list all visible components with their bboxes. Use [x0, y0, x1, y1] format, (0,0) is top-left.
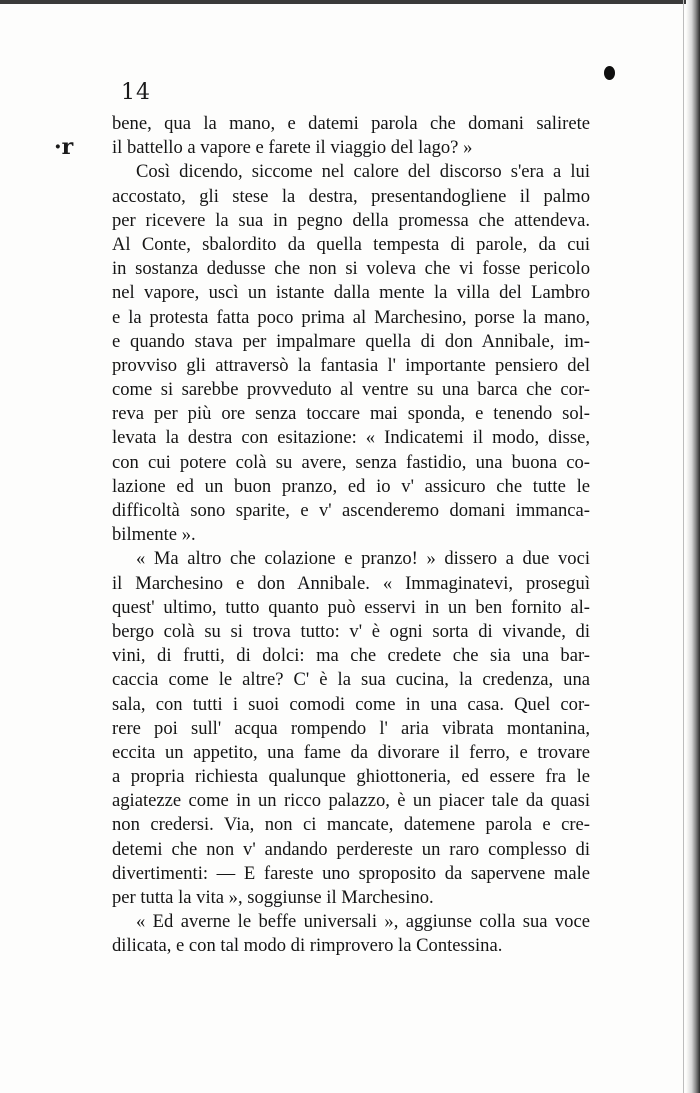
text-line: il Marchesino e don Annibale. « Immaginatevi, proseguì: [112, 572, 590, 594]
text-line: bergo colà su si trova tutto: v' è ogni sorta di vivande, di: [112, 620, 590, 642]
text-line: come si sarebbe provveduto al ventre su una barca che cor-: [112, 379, 590, 401]
page-top-edge: [0, 0, 700, 4]
text-line: difficoltà sono sparite, e v' ascenderemo domani immanca-: [112, 500, 590, 521]
text-line: accostato, gli stese la destra, presentandogliene il palmo: [112, 185, 590, 207]
text-line: « Ma altro che colazione e pranzo! » dissero a due voci: [136, 548, 590, 570]
text-line: divertimenti: — E fareste uno sproposito da sapervene male: [112, 862, 590, 884]
text-line: eccita un appetito, una fame da divorare il ferro, e trovare: [112, 741, 590, 763]
text-line: a propria richiesta qualunque ghiottoneria, ed essere fra le: [112, 766, 590, 788]
text-line: rere poi sull' acqua rompendo l' aria vibrata montanina,: [112, 717, 590, 739]
page-gutter-line: [683, 0, 684, 1093]
text-line: detemi che non v' andando perdereste un raro complesso di: [112, 838, 590, 860]
text-line: nel vapore, uscì un istante dalla mente la villa del Lambro: [112, 282, 590, 304]
text-line: il battello a vapore e farete il viaggio del lago? »: [112, 137, 473, 159]
text-line: quest' ultimo, tutto quanto può esservi in un ben fornito al-: [112, 596, 590, 618]
text-line: levata la destra con esitazione: « Indicatemi il modo, disse,: [112, 427, 590, 449]
text-line: per tutta la vita », soggiunse il Marchesino.: [112, 887, 434, 908]
text-line: lazione ed un buon pranzo, ed io v' assicuro che tutte le: [112, 475, 590, 497]
text-line: caccia come le altre? C' è la sua cucina, la credenza, una: [112, 669, 590, 691]
text-body: [112, 112, 590, 959]
text-line: bene, qua la mano, e datemi parola che domani salirete: [112, 113, 590, 134]
text-line: Al Conte, sbalordito da quella tempesta di parole, da cui: [112, 233, 590, 255]
text-line: non credersi. Via, non ci mancate, datemene parola e cre-: [112, 814, 590, 836]
page-number: 14: [121, 80, 151, 105]
text-line: con cui potere colà su avere, senza fastidio, una buona co-: [112, 451, 590, 473]
text-line: provviso gli attraversò la fantasia l' importante pensiero del: [112, 354, 590, 376]
ink-blot: [604, 66, 615, 80]
text-line: reva per più ore senza toccare mai sponda, e tenendo sol-: [112, 403, 590, 425]
text-line: « Ed averne le beffe universali », aggiunse colla sua voce: [136, 911, 590, 933]
margin-mark: ·r: [54, 134, 74, 160]
text-line: dilicata, e con tal modo di rimprovero la Contessina.: [112, 935, 503, 957]
text-line: per ricevere la sua in pegno della promessa che attendeva.: [112, 209, 590, 231]
text-line: Così dicendo, siccome nel calore del discorso s'era a lui: [136, 161, 590, 183]
text-line: in sostanza dedusse che non si voleva che vi fosse pericolo: [112, 258, 590, 280]
text-line: sala, con tutti i suoi comodi come in una casa. Quel cor-: [112, 693, 590, 715]
text-line: agiatezze come in un ricco palazzo, è un piacer tale da quasi: [112, 790, 590, 812]
text-line: e la protesta fatta poco prima al Marchesino, porse la mano,: [112, 306, 590, 328]
text-line: vini, di frutti, di dolci: ma che credete che sia una bar-: [112, 645, 590, 667]
text-line: e quando stava per impalmare quella di don Annibale, im-: [112, 330, 590, 352]
text-line: bilmente ».: [112, 524, 196, 546]
page-right-edge: [686, 0, 700, 1093]
